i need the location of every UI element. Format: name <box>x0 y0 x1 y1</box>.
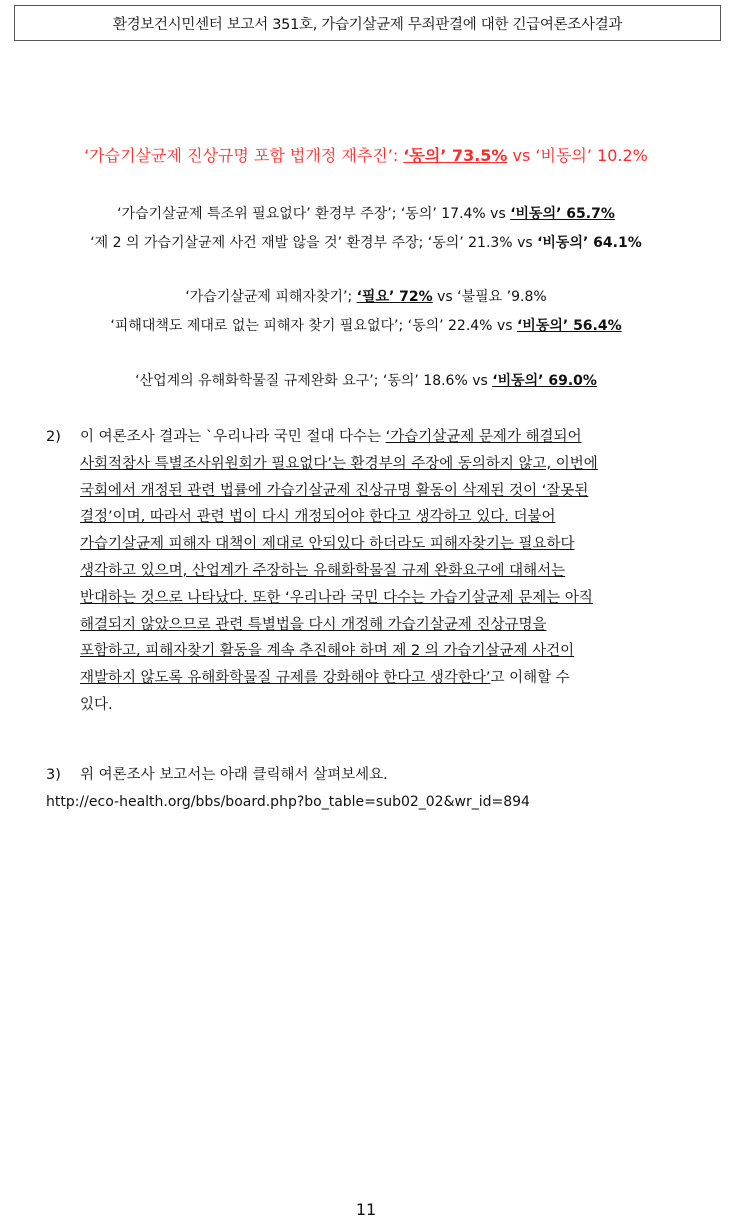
finding-2 <box>0 232 732 252</box>
section-3-sentence: 위 여론조사 보고서는 아래 클릭해서 살펴보세요. <box>80 767 388 783</box>
para-underlined: 결정’이며, 따라서 관련 법이 다시 개정되어야 한다고 생각하고 있다. 더불어 <box>80 509 556 526</box>
para-underlined: 국회에서 개정된 관련 법률에 가습기살균제 진상규명 활동이 삭제된 것이 ‘잘못된 <box>80 482 589 499</box>
finding-text: ‘가습기살균제 피해자찾기’; <box>185 289 357 305</box>
finding-text: ‘산업계의 유해화학물질 규제완화 요구’; ‘동의’ 18.6% vs <box>135 373 493 389</box>
para-line <box>80 612 720 639</box>
headline-agree: ‘동의’ 73.5% <box>403 146 508 165</box>
finding-result: ‘비동의’ 69.0% <box>492 373 597 389</box>
headline-pre: ‘가습기살균제 진상규명 포함 법개정 재추진’: <box>84 146 404 165</box>
report-title: 환경보건시민센터 보고서 351호, 가습기살균제 무죄판결에 대한 긴급여론조사결과 <box>112 16 623 33</box>
page-number: 11 <box>355 1200 377 1219</box>
report-link[interactable]: http://eco-health.org/bbs/board.php?bo_table=sub02_02&wr_id=894 <box>46 794 530 810</box>
finding-text: ‘제 2 의 가습기살균제 사건 재발 않을 것’ 환경부 주장; ‘동의’ 21.3% vs <box>90 235 538 251</box>
section-3-number: 3) <box>46 767 61 783</box>
para-underlined: 재발하지 않도록 유해화학물질 규제를 강화해야 한다고 생각한다’ <box>80 670 491 687</box>
para-line <box>80 478 720 505</box>
finding-4 <box>0 315 732 335</box>
section-3-text <box>80 762 720 789</box>
para-underlined: 포함하고, 피해자찾기 활동을 계속 추진해야 하며 제 2 의 가습기살균제 사건이 <box>80 643 575 660</box>
finding-result: ‘비동의’ 64.1% <box>537 235 642 251</box>
para-line <box>80 558 720 585</box>
finding-text-post: vs ‘불필요 ’9.8% <box>432 289 547 305</box>
finding-result: ‘비동의’ 65.7% <box>510 206 615 222</box>
finding-result: ‘필요’ 72% <box>356 289 433 305</box>
para-underlined: 반대하는 것으로 나타났다. 또한 ‘우리나라 국민 다수는 가습기살균제 문제는 아직 <box>80 589 593 606</box>
para-text: 고 이해할 수 <box>490 670 570 687</box>
para-text: 이 여론조사 결과는 `우리나라 국민 절대 다수는 <box>80 429 386 445</box>
para-line <box>80 504 720 531</box>
para-underlined: 해결되지 않았으므로 관련 특별법을 다시 개정해 가습기살균제 진상규명을 <box>80 616 547 633</box>
section-2-paragraph <box>80 424 720 719</box>
report-header <box>14 5 721 41</box>
finding-3 <box>0 286 732 306</box>
para-underlined: ‘가습기살균제 문제가 해결되어 <box>385 429 582 445</box>
section-2-number: 2) <box>46 429 61 445</box>
para-line <box>80 665 720 692</box>
para-line <box>80 692 720 719</box>
para-line <box>80 638 720 665</box>
para-line <box>80 451 720 478</box>
para-underlined: 생각하고 있으며, 산업계가 주장하는 유해화학물질 규제 완화요구에 대해서는 <box>80 562 566 579</box>
finding-text: ‘가습기살균제 특조위 필요없다’ 환경부 주장’; ‘동의’ 17.4% vs <box>117 206 511 222</box>
para-line <box>80 585 720 612</box>
para-underlined: 가습기살균제 피해자 대책이 제대로 안되있다 하더라도 피해자찾기는 필요하다 <box>80 536 575 553</box>
para-line <box>80 424 720 451</box>
headline-post: vs ‘비동의’ 10.2% <box>507 146 648 165</box>
para-line <box>80 531 720 558</box>
headline <box>0 143 732 166</box>
finding-1 <box>0 203 732 223</box>
para-underlined: 사회적참사 특별조사위원회가 필요없다’는 환경부의 주장에 동의하지 않고, 이번에 <box>80 455 598 472</box>
finding-5 <box>0 370 732 390</box>
finding-text: ‘피해대책도 제대로 없는 피해자 찾기 필요없다’; ‘동의’ 22.4% vs <box>110 318 517 334</box>
finding-result: ‘비동의’ 56.4% <box>516 318 622 334</box>
para-text: 있다. <box>80 696 113 713</box>
